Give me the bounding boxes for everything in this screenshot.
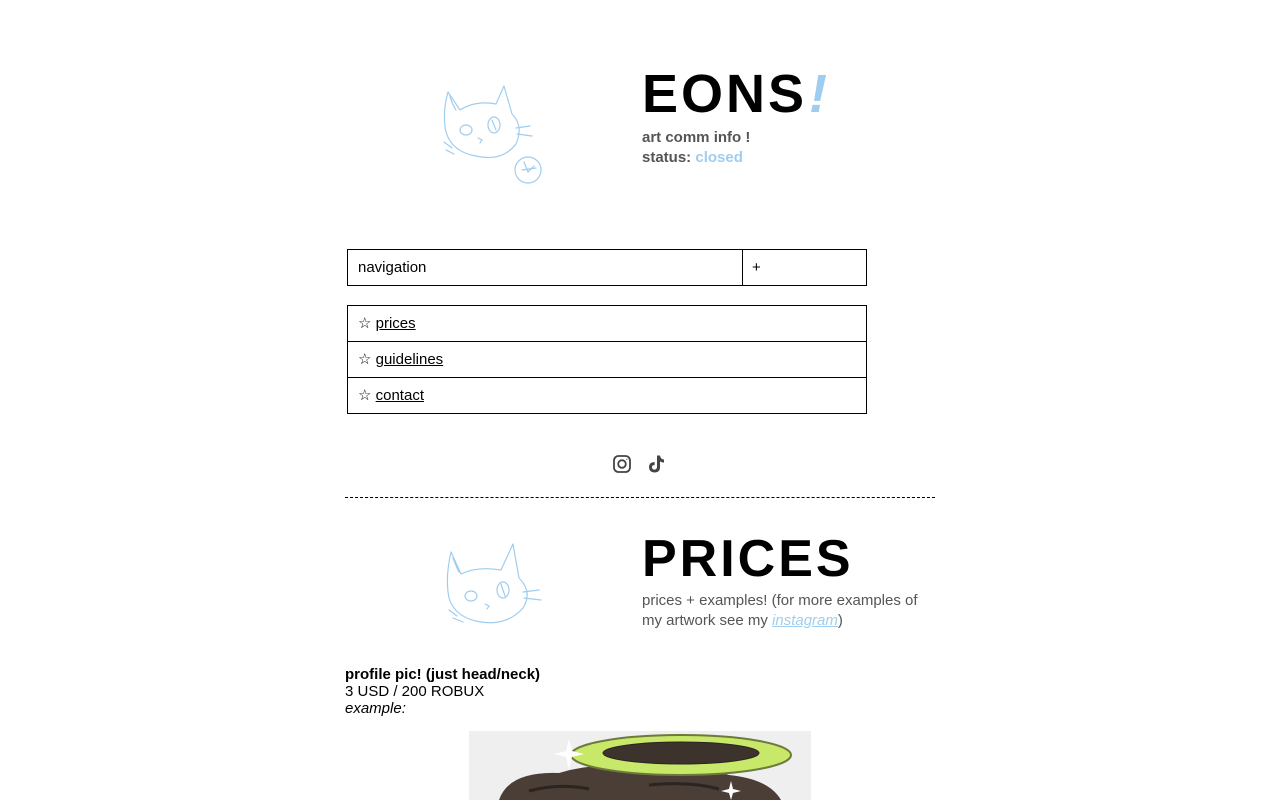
nav-item-guidelines	[348, 342, 866, 378]
status-badge: closed	[695, 149, 743, 166]
navigation-list	[347, 305, 867, 414]
item-name: profile pic! (just head/neck)	[345, 666, 541, 683]
prices-description	[642, 591, 934, 631]
navigation-toggle-button[interactable]: +	[752, 259, 761, 276]
instagram-link[interactable]: instagram	[772, 612, 838, 629]
status-line	[642, 148, 750, 168]
site-title-accent: !	[809, 64, 828, 124]
section-divider	[345, 497, 935, 498]
nav-link-prices[interactable]: prices	[375, 315, 416, 332]
nav-link-contact[interactable]: contact	[375, 387, 424, 404]
prices-desc-text: prices + examples! (for more examples of my artwork see my	[642, 592, 918, 629]
star-icon: ☆	[358, 351, 372, 368]
site-subtitle: art comm info !	[642, 129, 751, 146]
nav-link-guidelines[interactable]: guidelines	[375, 351, 444, 368]
site-title-text: EONS	[642, 64, 808, 124]
site-title	[642, 64, 827, 124]
instagram-icon[interactable]	[612, 454, 632, 474]
prices-title: PRICES	[642, 530, 854, 588]
star-icon: ☆	[358, 387, 372, 404]
star-icon: ☆	[358, 315, 372, 332]
site-subtitle-block	[642, 128, 750, 168]
tiktok-icon[interactable]	[646, 454, 666, 474]
price-item	[345, 666, 540, 717]
nav-item-prices	[348, 306, 866, 342]
item-example-label: example:	[345, 700, 406, 717]
example-artwork-image	[469, 731, 811, 800]
cat-sketch-icon	[443, 540, 548, 635]
navigation-bar	[347, 249, 867, 286]
navigation-label: navigation	[348, 250, 743, 285]
social-links	[612, 454, 666, 474]
prices-desc-end: )	[837, 612, 843, 629]
status-label: status:	[642, 149, 692, 166]
item-price: 3 USD / 200 ROBUX	[345, 683, 485, 700]
nav-item-contact	[348, 378, 866, 413]
cat-sketch-icon	[438, 80, 548, 190]
